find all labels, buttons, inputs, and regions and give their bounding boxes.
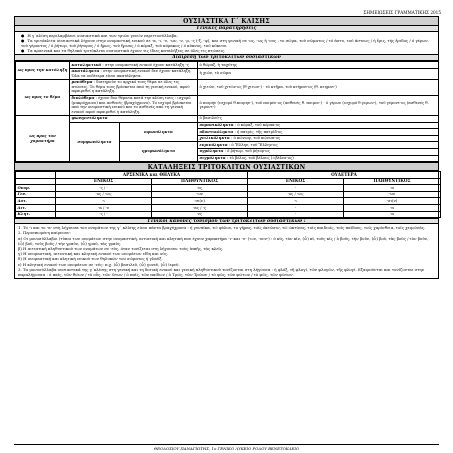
bullet-icon: ● <box>21 48 25 53</box>
footer-divider <box>14 444 439 445</box>
table-row: Αιτ. -α / -ν -ας / -ς - -α <box>16 205 441 212</box>
rule-item: 1. Το -ι και το -α- στη λήγουσα του ονομάτων της γ΄ κλίσης είναι πάντα βραχύχρονα : ή γυναίκα, τώ φύλου, το γήρας, τοίς όκτώσιν, τώ ώκτίνας, τοίς παιδιοίς, τοίς παίδους, τοίς χαρίσθεια, τοίς χειμώνάς. <box>18 225 426 231</box>
rule-item: γ) Η ονομαστική, αιτιατική και κλητική ενικού των ονομάτων εἴδη και ούς. <box>18 251 169 257</box>
note-item: ● Τα τριτόκλιτα ουσιαστικά λήγουν στην ονομαστική ενικού σε -α, -ι, -υ, -ων, -ν, -ρ, -ς (-ξ, -ψ), και στη γενική σε -ος, -ως ή -ους : το σώμα, τού σώματος / τό άστυ, τού άστεως / ή ἔρις, τής ἔριδος / ό γέρων, τού γέροντος / ό ῥήτωρ, τού ῥήτορος / ό ἥρως, τού ἥρωος / ό κόραξ, τού κόρακος / ό κύκνος, τού κύκνου. <box>21 38 429 48</box>
division-example: ὁ θώραξ, ἡ ταχύτης <box>198 62 439 69</box>
group-header: ΟΥΔΕΤΕΡΑ <box>248 172 441 179</box>
corner-cell <box>16 172 56 179</box>
content-frame <box>14 16 439 279</box>
rule-item: β) Η αιτιατική πληθυντικού των ονομάτων σε -εύς, όταν τονίζεται στη λήγουσα: τοὺς ἱππῆς, τὰς κλεῖς. <box>18 246 224 252</box>
page-title: ΟΥΣΙΑΣΤΙΚΑ Γ΄ ΚΛΙΣΗΣ <box>15 17 438 26</box>
division-subterm: αφωνόληκτα <box>120 122 198 142</box>
division-term: φωνηεντόληκτα <box>70 115 198 122</box>
division-example: υγρόληκτα : ὁ ῥήτωρ, τοῦ ῥήτορ-ος <box>198 148 439 155</box>
column-header: ΠΛΗΘΥΝΤΙΚΟΣ <box>152 178 248 185</box>
table-row: Γεν. -ος / -ως -ων -ος / -ως -ων <box>16 191 441 198</box>
rules-title: Γενικοί κανόνες τονισμού των τριτόκλιτων ουσιαστικών : <box>15 218 438 224</box>
group-label: ως προς το θέμα <box>16 79 70 115</box>
division-example: ενρινόληκτα : ὁ Ἕλλην, τοῦ Ἕλλην-ος <box>198 142 439 149</box>
header-note: ΣΗΜΕΙΩΣΕΙΣ ΓΡΑΜΜΑΤΙΚΗΣ 2015 <box>363 10 441 15</box>
rule-item: α) Οι μονοσύλλαβοι (τύποι των ονομάτων στην ονομαστική, αιτιατική και κλητική που έχουν χαρακτήρα -ι- και -υ- (-ων, -ουν-) : ό κῖς, τὸν κῖν, (ὦ) κῖ, τοῦς κῖς / ὁ βοῦς, τὴν βοῦν, (ὦ) βοῦ, τὰς βοῦς / τὸν βοῦν, (ὦ) βοῦ, τοῦς βοῦς / τὴν γραῦν, (ὦ) γραῦ, τὰς γραῦς. <box>18 235 429 246</box>
division-example: χειλικόληκτα : ὁ κώνωψ, τοῦ κώνωπ-ος <box>198 135 439 142</box>
general-notes-title: Γενικές παρατηρήσεις <box>15 26 438 32</box>
column-header: ΕΝΙΚΟΣ <box>56 178 152 185</box>
division-example: ὁ ποιμήν (ισχυρό θ.ποιμην-), τοῦ ποιμέν-ος (ασθενές θ. ποιμεν-) · ὁ γέρων (ισχυρό θ.γερων-), τοῦ γέροντ-ος (ασθενές θ. γεροντ-) <box>198 95 439 115</box>
rule-item: ε) Η κλητική ενικού των ονομάτων σε -εύς: π.χ. (ὦ) βασιλεῦ, (ὦ) γονεῦ, (ὦ) ἱερεῦ. <box>18 261 180 267</box>
division-term-cell: διπλόθεμα : έχουν δυο θέματα κατά την κλίση τους : ισχυρό (μακρόχρονο) και ασθενές (βραχύχρονο). Το ισχυρό βρίσκεται από την ονομαστική ενικού και το ασθενές από τη γενική ενικού αφού αφαιρεθεί η κατάληξη. <box>70 95 198 115</box>
division-example: ουρανικόληκτα : ὁ κόραξ, τοῦ κόρακ-ος <box>198 122 439 129</box>
division-term-cell: καταληκτικά : στην ονομαστική ενικού έχουν κατάληξη -ς <box>70 62 198 69</box>
rules-list <box>15 224 438 278</box>
note-item: ● Η γ΄κλίση περιλαμβάνει ουσιαστικά και των τριών γενών περιττοσύλλαβα. <box>21 33 178 38</box>
corner-cell <box>16 178 56 185</box>
endings-table <box>15 171 441 218</box>
division-term: συμφωνόληκτα <box>70 122 120 162</box>
division-example: ἡ χιών, τὸ σῶμα <box>198 68 439 79</box>
division-example: οδοντικόληκτα : ἡ πατρίς, τῆς πατρίδ-ος <box>198 129 439 136</box>
rule-item: 3. Τα μονοσύλλαβα ουσιαστικά της γ΄κλίσης στη γενική και τη δοτική ενικού και γενική πληθυντικού τονίζονται στη λήγουσα : ή φλόξ, τῆ φλογί, τῶν φλογῶν, τῆς φλογί. Εξαιρούνται και τονίζονται στην παραλήγουσα : ὁ παῖς, τῶν θώων / τὸ οὖς, τῶν ὤτων / ὁ παῖς, τῶν παίδων / ὁ Τρώς, τῶν Τρώων / τὸ φῶς, τῶν φώτων / τὸ φῶς, τῶν φώτων. <box>18 266 425 278</box>
table-row: Ονομ. -ς / - -ες - -α <box>16 185 441 192</box>
column-header: ΕΝΙΚΟΣ <box>248 178 344 185</box>
division-example: ὁ βασιλεύ-ς <box>198 115 439 122</box>
group-header: ΑΡΣΕΝΙΚΑ και ΘΗΛΥΚΑ <box>56 172 248 179</box>
division-table <box>15 61 439 162</box>
column-header: ΠΛΗΘΥΝΤΙΚΟΣ <box>344 178 441 185</box>
table-row: Δοτ. -ι -σι(ν) -ι -σι(ν) <box>16 198 441 205</box>
group-label: ως προς τον χαρακτήρα <box>16 115 70 161</box>
bullet-icon: ● <box>21 38 25 43</box>
table-row: Κλητ. -ς / - -ες - -α <box>16 211 441 218</box>
division-term-cell: ακατάληκτα : στην ονομαστική ενικού δεν έχουν κατάληξη. Όλα τα ουδέτερα είναι ακατάληκτα. <box>70 68 198 79</box>
division-title: Διαίρεση των τριτόκλιτων ουσιαστικών <box>15 55 438 61</box>
general-notes <box>15 32 438 55</box>
rule-item: δ) Η ονομαστική και κλητική ενικού των θηλυκών του σώματος ἡ γλαῦξ. <box>18 256 163 262</box>
endings-title: ΚΑΤΑΛΗΞΕΙΣ ΤΡΙΤΟΚΛΙΤΩΝ ΟΥΣΙΑΣΤΙΚΩΝ <box>15 162 438 171</box>
bullet-icon: ● <box>21 33 25 38</box>
division-term-cell: μονόθεμα : διατηρούν το αρχικό τους θέμα σε όλες τις πτώσεις. Το θέμα τους βρίσκεται από τη γενική ενικού, αφού αφαιρεθεί η κατάληξη. <box>70 79 198 95</box>
division-example: σιγμόληκτα : τὸ βέλος, τοῦ βέλους (=βέλεσ-ος) <box>198 155 439 162</box>
division-subterm: ημιφωνόληκτα <box>120 142 198 162</box>
note-item: ● Τα αρσενικά και τα θηλυκά τριτόκλιτα ουσιαστικά έχουν τις ίδιες καταλήξεις σε όλες τις πτώσεις. <box>21 48 226 53</box>
page-footer: ΘΕΟΔΟΣΙΟΥ ΠΑΝΑΓΙΩΤΗΣ, 1ο ΓΕΝΙΚΟ ΛΥΚΕΙΟ ΡΟΔΟΥ ΒΕΝΕΤΟΚΛΕΙΟ <box>153 446 300 451</box>
division-example: ὁ χιτών, τοῦ χιτῶν-ος (θ χιτων-) · τὸ κτῆμα, τοῦ κτήματ-ος (θ. κτηματ-) <box>198 79 439 95</box>
group-label: ως προς την κατάληξη <box>16 62 70 80</box>
rule-item: 2. Περισπωμένη παίρνουν: <box>18 230 71 236</box>
